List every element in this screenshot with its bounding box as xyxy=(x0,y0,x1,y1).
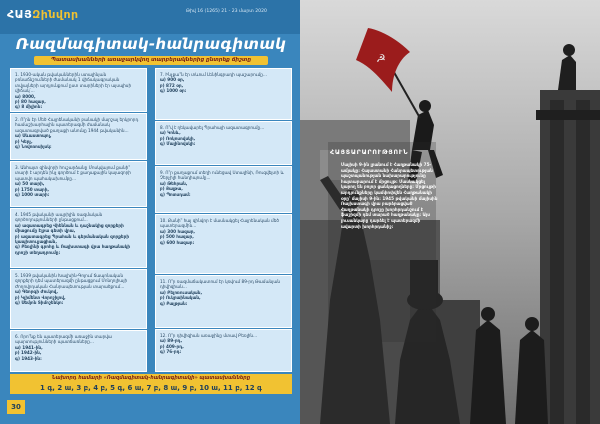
question-option: գ) Պոտսդամ: xyxy=(160,191,191,197)
question-text: 5. 1939 թվականին Խալխին-Գոլում ճապոնական զորքերի դեմ պատերազմի ընթացքում Մոնղոլիայի Ժողովրդական Հանրապետության տարածքում... xyxy=(15,273,128,289)
question-option: ա) Կոնև, xyxy=(160,130,181,136)
question-option: բ) Ռոկոսովսկի, xyxy=(160,135,196,141)
question-option: բ) Յալթա, xyxy=(160,186,183,192)
question-option: բ) 1942-ին, xyxy=(15,350,42,356)
question-option: գ) 1943-ին: xyxy=(15,355,42,361)
question-option: ա) 1941-ին, xyxy=(15,344,43,350)
question-box-11 xyxy=(155,275,292,328)
question-box-10 xyxy=(155,214,292,274)
question-box-2 xyxy=(10,113,147,160)
question-text: 1. 1930-ական թվականներին ստալինյան բռնաճնշումների ժամանակ 1 վիճակագրական տվյալների արդյունքում ըստ տարիների էր այսպիսի վիճակ՝... xyxy=(15,72,132,94)
question-option: ա) 50 տարի, xyxy=(15,181,45,187)
question-option: գ) Նովոռոսիյսկ: xyxy=(15,144,52,150)
question-option: բ) 409-րդ, xyxy=(160,343,184,349)
hammer-sickle-emblem: ☭ xyxy=(376,52,386,65)
question-option: գ) 600 հազար: xyxy=(160,239,195,245)
question-option: գ) Սեմյոն Տիմոշենկո: xyxy=(15,300,64,306)
question-text: 4. 1945 թվականի ապրիլին ռազմական գործողությունների ընթացքում... xyxy=(15,212,103,223)
question-box-9 xyxy=(155,166,292,213)
page-number: 30 xyxy=(7,400,25,414)
caption-text: Մայիսի 9-ին լրանում է Հաղթանակի 75-ամյակը: Հայաստանի Հանրապետության պաշտպանության նախարարությունը հայտարարում է մրցույթ: Մասնակցել կարող են բոլոր ցանկացողները: Մրցույթի արդյունքները կամփոփվեն Հաղթանակի օրը՝ մայիսի 9-ին: 1945 թվականի մայիսին Ռայխստագի վրա բարձրացված Հաղթանակի դրոշը խորհրդանշում է ֆաշիզմի դեմ տարած հաղթանակը: Այս լուսանկարը դարձել է պատերազմի ավարտի խորհրդանիշ: xyxy=(341,162,438,229)
question-option: գ) Բալթյան: xyxy=(160,300,188,306)
question-text: 3. Անհայտ զինվորի հուշարձանը Մոսկվայում քանի՞ տարի է արդեն ինչ գործում է քաղաքային կայազորի պատվո պահակախումբը... xyxy=(15,165,131,181)
question-option: բ) Կլիմենտ Վորոշիլով, xyxy=(15,294,66,300)
question-box-6 xyxy=(10,330,147,372)
question-box-1 xyxy=(10,68,147,112)
caption-title: ՀԱՅՏԱՐԱՐՈՒԹՅՈՒՆ xyxy=(330,149,409,156)
question-option: բ) 872 օր, xyxy=(160,82,184,88)
question-box-3 xyxy=(10,161,147,207)
page-title: Ռազմագիտակ-հանրագիտակ xyxy=(15,35,287,53)
answer-key: 1 գ, 2 ա, 3 բ, 4 բ, 5 գ, 6 ա, 7 բ, 8 ա, 9 բ, 10 ա, 11 բ, 12 գ xyxy=(40,384,262,392)
question-option: գ) Մալինովսկի: xyxy=(160,141,196,147)
question-option: գ) 8 միլիոն: xyxy=(15,104,43,110)
question-option: գ) 76-րդ: xyxy=(160,349,182,355)
question-text: 9. Ո՞ր քաղաքում տեղի ունեցավ Ստալինի, Ռուզվելտի և Չերչիլի հանդիպումը... xyxy=(160,170,284,181)
logo-part-2: Զինվոր xyxy=(32,8,79,21)
question-text: 2. Ո՞րն էր Մեծ Հայրենականի բանակի մարշալ երկրորդ համաշխարհային պատերազմի ժամանակ ազատագրված քաղաքի անունը 1944 թվականին... xyxy=(15,117,139,133)
question-option: ա) Թեհրան, xyxy=(160,180,188,186)
question-box-8 xyxy=(155,121,292,165)
question-option: բ) Կերչ, xyxy=(15,138,33,144)
question-option: ա) 8000, xyxy=(15,93,36,99)
question-option: գ) Բեռլինի գրոհը և Ռայխստագի վրա հաղթանակի դրոշի տեղադրումը: xyxy=(15,244,131,255)
page-subtitle: Պատասխանների առաջարկվող տարբերակներից ընտրեք ճիշտը xyxy=(50,57,252,63)
question-option: ա) 900 օր, xyxy=(160,77,185,83)
question-option: ա) Գեորգի Ժուկով, xyxy=(15,289,58,295)
question-text: 12. Ո՞ր դիվիզիան առաջինը մտավ Բեռլին... xyxy=(160,333,258,338)
question-text: 10. Քանի՞ հայ զինվոր է մասնակցել Հայրենական մեծ պատերազմին... xyxy=(160,218,279,229)
question-box-5 xyxy=(10,269,147,329)
question-option: գ) 1000 տարի: xyxy=(15,192,50,198)
question-text: 11. Ո՞ր ռազմաճակատում էր կռվում 89-րդ Թամանյան դիվիզիան... xyxy=(160,279,281,290)
question-option: բ) 500 հազար, xyxy=(160,234,194,240)
question-option: ա) ազատագրեց Վիեննան և դաշնակից զորքերի միացումը Էլբա գետի վրա, xyxy=(15,222,124,234)
question-box-7 xyxy=(155,68,292,120)
question-option: գ) 1000 օր: xyxy=(160,88,187,94)
magazine-logo xyxy=(7,8,79,21)
question-option: ա) 89-րդ, xyxy=(160,338,183,344)
question-box-12 xyxy=(155,329,292,372)
question-text: 7. Ինչքա՞ն էր տևում Լենինգրադի պաշարումը... xyxy=(160,72,267,77)
question-option: ա) Բելոռուսական, xyxy=(160,289,203,295)
question-text: 6. Որո՞նք են պատերազմի առաջին տարվա պարտությունների պատճառները... xyxy=(15,334,113,345)
question-option: ա) 300 հազար, xyxy=(160,228,196,234)
question-option: բ) 80 հազար, xyxy=(15,99,46,105)
logo-part-1: ՀԱՅ xyxy=(7,8,33,21)
question-option: բ) Ուկրաինական, xyxy=(160,295,201,301)
question-box-4 xyxy=(10,208,147,268)
question-option: բ) ազատագրեց Պրահան և գերմանական զորքերի կապիտուլյացիան, xyxy=(15,233,130,245)
question-text: 8. Ո՞վ է ղեկավարել Պրահայի ազատագրումը... xyxy=(160,125,265,130)
question-option: ա) Սևաստոպոլ, xyxy=(15,133,52,139)
question-option: բ) 1750 տարի, xyxy=(15,186,49,192)
answer-label: Նախորդ համարի «Ռազմագիտակ-հանրագիտակի» պատասխանները xyxy=(51,376,251,381)
issue-info: Թիվ 16 (1265) 21 - 23 մարտ 2020 xyxy=(186,9,267,14)
